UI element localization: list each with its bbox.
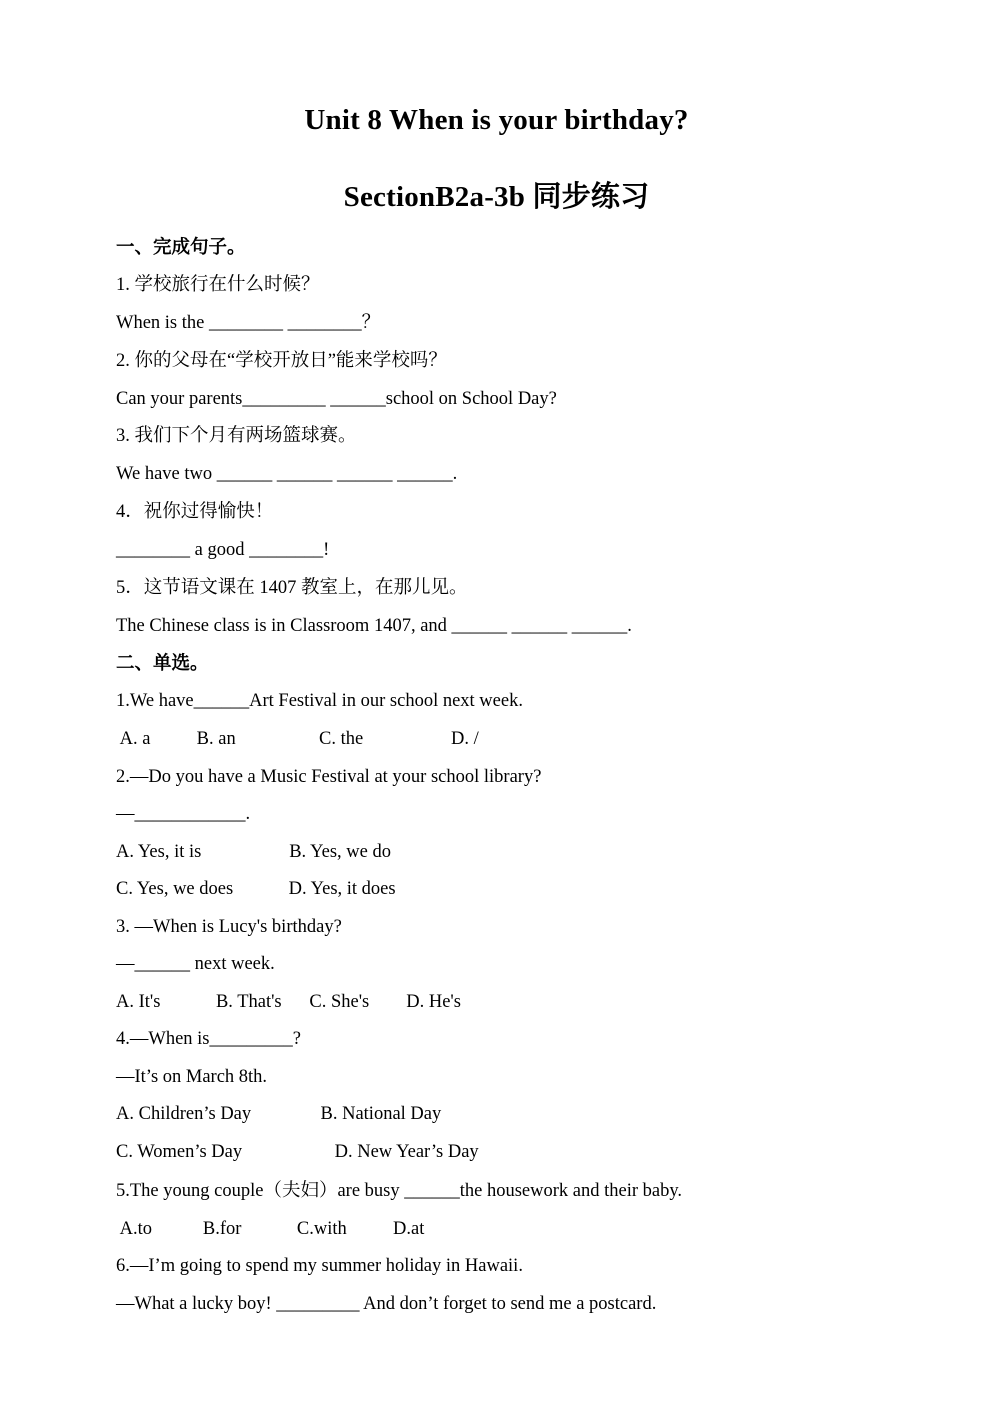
mc-options: A. Children’s Day B. National Day [116, 1104, 442, 1124]
mc-answer-blank: —____________. [116, 804, 251, 824]
question-prompt: 5．这节语文课在 1407 教室上，在那儿见。 [116, 578, 468, 598]
mc-answer-line: —It’s on March 8th. [116, 1067, 268, 1087]
question-prompt: 4．祝你过得愉快！ [116, 502, 274, 522]
question-prompt: 2. 你的父母在“学校开放日”能来学校吗？ [116, 351, 447, 371]
question-sentence: When is the ________ ________？ [116, 313, 381, 333]
mc-answer-line: —What a lucky boy! _________ And don’t forget to send me a postcard. [116, 1294, 657, 1314]
mc-question: 3. —When is Lucy's birthday? [116, 917, 342, 937]
question-sentence: We have two ______ ______ ______ ______. [116, 464, 458, 484]
question-prompt: 3. 我们下个月有两场篮球赛。 [116, 426, 357, 446]
page-subtitle: SectionB2a-3b 同步练习 [343, 181, 650, 213]
mc-options: C. Yes, we does D. Yes, it does [116, 879, 396, 899]
question-prompt: 1. 学校旅行在什么时候？ [116, 275, 320, 295]
question-sentence: The Chinese class is in Classroom 1407, and ______ ______ ______. [116, 616, 632, 636]
mc-question: 6.—I’m going to spend my summer holiday in Hawaii. [116, 1256, 523, 1276]
question-sentence: Can your parents_________ ______school on School Day? [116, 389, 557, 409]
section-heading-2: 二、单选。 [116, 654, 209, 674]
section-heading-1: 一、完成句子。 [116, 238, 246, 258]
mc-question: 1.We have______Art Festival in our school next week. [116, 691, 523, 711]
question-sentence: ________ a good ________! [116, 540, 330, 560]
mc-question: 5.The young couple（夫妇）are busy ______the housework and their baby. [116, 1181, 683, 1201]
mc-options: A.to B.for C.with D.at [116, 1219, 425, 1239]
mc-question: 4.—When is_________? [116, 1029, 301, 1049]
mc-answer-blank: —______ next week. [116, 954, 275, 974]
mc-options: A. a B. an C. the D. / [116, 729, 479, 749]
mc-question: 2.—Do you have a Music Festival at your school library? [116, 767, 542, 787]
mc-options: C. Women’s Day D. New Year’s Day [116, 1142, 479, 1162]
mc-options: A. Yes, it is B. Yes, we do [116, 842, 391, 862]
page-title: Unit 8 When is your birthday? [304, 104, 689, 136]
mc-options: A. It's B. That's C. She's D. He's [116, 992, 461, 1012]
